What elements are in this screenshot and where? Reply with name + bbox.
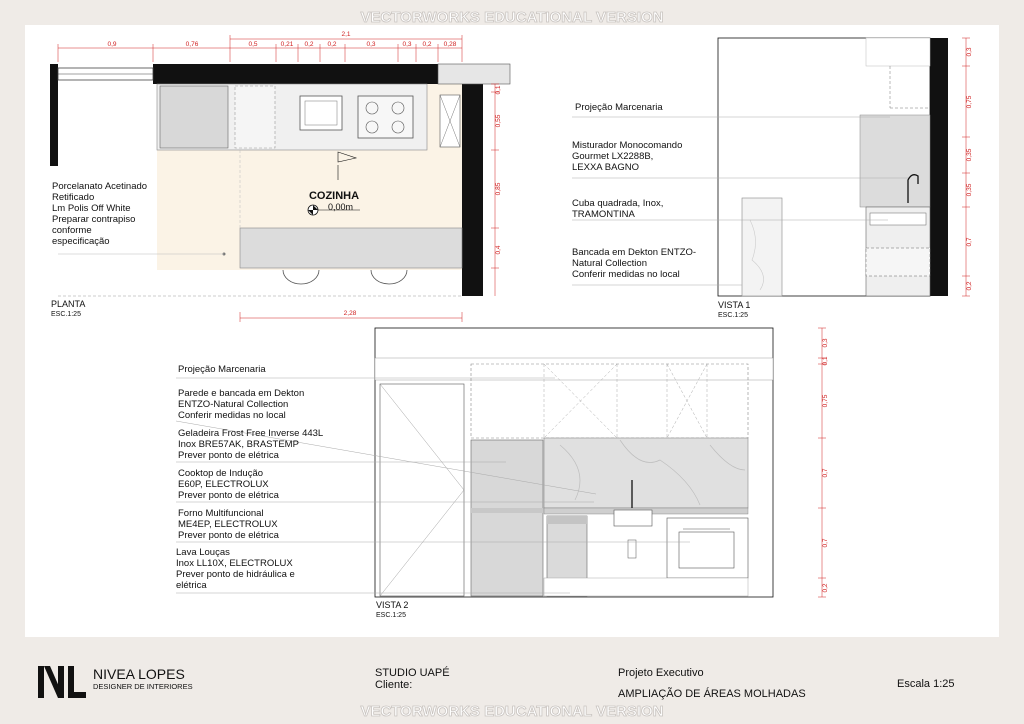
vista1-sink <box>870 213 926 225</box>
dim: 0,2 <box>304 41 314 48</box>
fridge-plan <box>160 86 228 148</box>
dim: 0,28 <box>443 41 457 48</box>
vista1-scale: ESC.1:25 <box>718 312 748 319</box>
project-type: Projeto Executivo <box>618 667 704 679</box>
watermark-top: VECTORWORKS EDUCATIONAL VERSION <box>360 9 664 26</box>
dim: 0,76 <box>185 41 199 48</box>
dim: 0,1 <box>822 356 829 366</box>
dim: 0,3 <box>402 41 412 48</box>
vista1-wall <box>930 38 948 296</box>
watermark-bottom: VECTORWORKS EDUCATIONAL VERSION <box>360 703 664 720</box>
dim: 0,5 <box>248 41 258 48</box>
planta-title: PLANTA <box>51 299 86 309</box>
vista1-island <box>742 198 782 296</box>
dim: 0,2 <box>822 583 829 593</box>
vista2-title: VISTA 2 <box>376 600 409 610</box>
room-name: COZINHA <box>308 190 360 202</box>
planta-top-dims <box>107 41 456 48</box>
designer-logo <box>38 666 86 698</box>
dim: 0,3 <box>822 338 829 348</box>
fridge-elevation <box>471 440 543 596</box>
vista1-backsplash <box>860 115 930 207</box>
vista1-note-projection: Projeção Marcenaria <box>575 102 663 113</box>
client-label: Cliente: <box>375 679 413 691</box>
dim: 0,7 <box>822 538 829 548</box>
vista1-note-sink: Cuba quadrada, Inox, TRAMONTINA <box>572 198 664 220</box>
island-counter <box>240 228 462 268</box>
sheet-scale: Escala 1:25 <box>897 678 955 690</box>
dim: 0,75 <box>966 95 973 109</box>
dim: 0,85 <box>495 182 502 196</box>
cooktop-plan <box>358 96 413 138</box>
left-wall <box>50 64 58 166</box>
floor-note: Porcelanato Acetinado Retificado Lm Polis Off White Preparar contrapiso conforme especificação <box>52 181 148 247</box>
dim: 0,75 <box>822 394 829 408</box>
dim: 0,2 <box>422 41 432 48</box>
dim-bottom: 2,28 <box>343 310 357 317</box>
dim: 0,35 <box>966 183 973 197</box>
dim: 0,35 <box>966 148 973 162</box>
dim: 0,7 <box>822 468 829 478</box>
vista1-title: VISTA 1 <box>718 300 751 310</box>
dim: 0,9 <box>107 41 117 48</box>
vista1-note-faucet: Misturador Monocomando Gourmet LX2288B, LEXXA BAGNO <box>572 140 683 173</box>
dim: 0,3 <box>966 47 973 57</box>
dim: 0,1 <box>495 85 502 95</box>
room-level: 0,00m <box>328 202 354 212</box>
pantry-door <box>380 384 464 596</box>
dim: 0,55 <box>495 114 502 128</box>
dim: 0,7 <box>966 237 973 247</box>
dim: 0,21 <box>280 41 294 48</box>
planta-scale: ESC.1:25 <box>51 311 81 318</box>
sink-elevation <box>614 510 652 526</box>
stone-backsplash <box>544 438 748 508</box>
dim: 0,3 <box>366 41 376 48</box>
vista2-note-oven: Forno Multifuncional ME4EP, ELECTROLUX Prever ponto de elétrica <box>178 508 279 541</box>
planta-right-dims <box>495 85 502 254</box>
vista2-note-fridge: Geladeira Frost Free Inverse 443L Inox BRE57AK, BRASTEMP Prever ponto de elétrica <box>178 428 324 461</box>
designer-name: NIVEA LOPES <box>93 666 185 682</box>
vista2-note-dishwasher: Lava Louças Inox LL10X, ELECTROLUX Prever ponto de hidráulica e elétrica <box>176 547 295 591</box>
vista1-note-counter: Bancada em Dekton ENTZO- Natural Collection Conferir medidas no local <box>572 247 697 280</box>
dim-top-total: 2,1 <box>341 31 351 38</box>
project-title: AMPLIAÇÃO DE ÁREAS MOLHADAS <box>618 688 806 700</box>
designer-role: DESIGNER DE INTERIORES <box>93 682 193 691</box>
vista2-note-dekton: Parede e bancada em Dekton ENTZO-Natural Collection Conferir medidas no local <box>178 388 305 421</box>
vista2-scale: ESC.1:25 <box>376 612 406 619</box>
right-wall <box>462 64 483 296</box>
top-wall <box>153 64 438 84</box>
vista1-right-dims <box>966 47 973 290</box>
planta-drawing <box>50 31 510 322</box>
stone-top <box>438 64 510 84</box>
dim: 0,2 <box>327 41 337 48</box>
vista2-right-dims <box>822 338 829 592</box>
studio-name: STUDIO UAPÉ <box>375 667 450 679</box>
vista2-note-cooktop: Cooktop de Indução E60P, ELECTROLUX Prever ponto de elétrica <box>178 468 279 501</box>
dim: 0,2 <box>966 281 973 291</box>
dim: 0,4 <box>495 245 502 255</box>
vista2-note-projection: Projeção Marcenaria <box>178 364 266 375</box>
